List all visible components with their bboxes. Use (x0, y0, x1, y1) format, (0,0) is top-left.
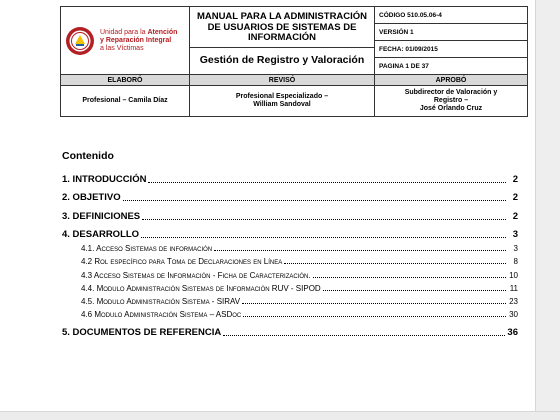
fecha: FECHA: 01/09/2015 (375, 41, 528, 58)
toc-entry-text: 4. DESARROLLO (62, 229, 140, 240)
toc-entry-text: 4.6 Modulo Administración Sistema – ASDoc (81, 310, 242, 320)
toc-entry-page: 23 (509, 296, 518, 306)
toc-entry-page: 30 (509, 310, 518, 320)
manual-title: MANUAL PARA LA ADMINISTRACIÓN DE USUARIOS DE SISTEMAS DE INFORMACIÓN (196, 11, 368, 44)
dot-leader (313, 277, 506, 278)
viewer-right-edge (535, 0, 560, 420)
pagina: PAGINA 1 DE 37 (375, 58, 528, 75)
dot-leader (123, 200, 506, 201)
aprobo-value: Subdirector de Valoración y Registro – José Orlando Cruz (375, 86, 528, 117)
toc-entry-page: 36 (507, 326, 518, 338)
viewer-bottom-edge (0, 411, 560, 420)
dot-leader (214, 250, 506, 251)
toc-entry[interactable] (62, 266, 518, 279)
toc-entry-text: 1. INTRODUCCIÓN (62, 173, 147, 185)
toc-entry-page: 2 (512, 192, 518, 203)
codigo: CÓDIGO 510.05.06-4 (375, 7, 528, 24)
document-header-table (60, 6, 528, 117)
toc-entry-page: 2 (512, 210, 518, 222)
reviso-label: REVISÓ (190, 75, 375, 86)
elaboro-label: ELABORÓ (61, 75, 190, 86)
dot-leader (148, 182, 506, 183)
toc-entry-page: 11 (509, 283, 518, 293)
toc-entry-text: 4.2 Rol específico para Toma de Declaraciones en Línea (81, 257, 283, 267)
toc-entry-text: 4.5. Modulo Administración Sistema - SIRAV (81, 296, 241, 306)
toc-entry-text: 4.1. Acceso Sistemas de información (81, 244, 213, 254)
toc-title: Contenido (62, 150, 114, 162)
toc-entry-text: 3. DEFINICIONES (62, 210, 141, 222)
dot-leader (323, 290, 506, 291)
logo-cell (61, 7, 190, 75)
toc-entry[interactable] (62, 185, 518, 204)
dot-leader (142, 219, 506, 220)
toc-entry-text: 5. DOCUMENTOS DE REFERENCIA (62, 326, 222, 338)
toc-entry[interactable] (62, 280, 518, 293)
seal-icon (65, 26, 95, 56)
dot-leader (223, 335, 505, 336)
institution-logo (61, 26, 189, 56)
dot-leader (243, 316, 506, 317)
toc-entry-text: 2. OBJETIVO (62, 192, 121, 203)
toc-entry[interactable] (62, 222, 518, 241)
reviso-value: Profesional Especializado – William Sandoval (190, 86, 375, 117)
toc-entry[interactable] (62, 293, 518, 306)
toc-list (62, 166, 518, 338)
toc-entry-page: 8 (513, 257, 518, 267)
toc-entry[interactable] (62, 203, 518, 222)
toc-entry-text: 4.4. Modulo Administración Sistemas de Información RUV - SIPOD (81, 283, 321, 293)
toc-entry-page: 2 (512, 173, 518, 185)
toc-entry[interactable] (62, 240, 518, 253)
version: VERSIÓN 1 (375, 24, 528, 41)
dot-leader (141, 237, 506, 238)
logo-text: Unidad para la Atención y Reparación Integral a las Víctimas (100, 28, 178, 52)
toc-entry-page: 3 (513, 244, 518, 254)
toc-entry-text: 4.3 Acceso Sistemas de Información - Ficha de Caracterización. (81, 270, 311, 280)
toc-entry[interactable] (62, 253, 518, 266)
toc-entry[interactable] (62, 166, 518, 185)
toc-entry-page: 10 (509, 270, 518, 280)
toc-entry[interactable] (62, 306, 518, 319)
title-cell (190, 7, 375, 75)
table-of-contents (62, 150, 518, 338)
dot-leader (242, 303, 506, 304)
toc-entry[interactable] (62, 319, 518, 338)
aprobo-label: APROBÓ (375, 75, 528, 86)
toc-entry-page: 3 (512, 229, 518, 240)
process-title: Gestión de Registro y Valoración (190, 47, 374, 72)
elaboro-value: Profesional – Camila Díaz (61, 86, 190, 117)
dot-leader (284, 263, 506, 264)
